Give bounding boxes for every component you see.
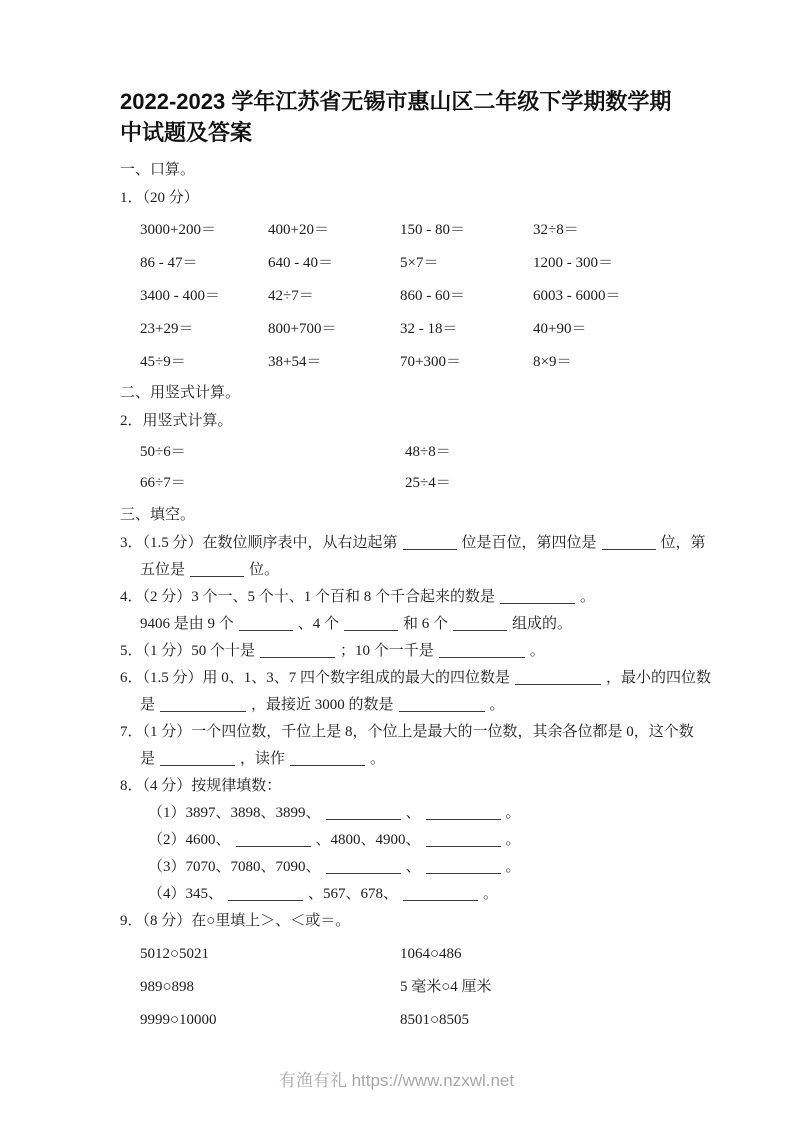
question-text: ，读作 — [240, 751, 286, 767]
question-8-item-4 — [148, 884, 680, 904]
question-text: 五位是 — [140, 562, 186, 578]
comparison-item: 5012○5021 — [140, 946, 210, 962]
oral-calc-item: 32÷8＝ — [533, 222, 579, 238]
answer-blank — [515, 670, 601, 685]
question-1-label: 1．（20 分） — [120, 190, 199, 206]
comparison-item: 9999○10000 — [140, 1012, 217, 1028]
answer-blank — [439, 643, 525, 658]
question-4-line-1 — [120, 587, 680, 607]
question-text: 9406 是由 9 个 — [140, 616, 234, 632]
vertical-calc-item: 66÷7＝ — [140, 475, 186, 491]
question-text: 。 — [505, 859, 521, 875]
oral-calc-item: 42÷7＝ — [268, 288, 314, 304]
question-text: 是 — [140, 751, 156, 767]
question-text: 7．（1 分）一个四位数，千位上是 8，个位上是最大的一位数，其余各位都是 0，这个数 — [120, 724, 694, 740]
answer-blank — [160, 697, 246, 712]
answer-blank — [236, 832, 311, 847]
vertical-calc-item: 50÷6＝ — [140, 444, 186, 460]
oral-calc-item: 800+700＝ — [268, 321, 337, 337]
question-text: 位，第 — [660, 535, 706, 551]
question-text: 组成的。 — [512, 616, 573, 632]
oral-calc-item: 400+20＝ — [268, 222, 329, 238]
answer-blank — [426, 859, 501, 874]
answer-blank — [426, 832, 501, 847]
answer-blank — [228, 886, 303, 901]
question-6-line-2 — [140, 695, 680, 715]
question-5-line — [120, 641, 680, 661]
question-text: 。 — [580, 589, 596, 605]
oral-calc-item: 38+54＝ — [268, 354, 322, 370]
question-2-label: 2．用竖式计算。 — [120, 413, 233, 429]
answer-blank — [160, 751, 235, 766]
comparison-grid — [140, 938, 680, 1037]
question-text: 。 — [505, 805, 521, 821]
oral-calc-grid — [140, 214, 680, 379]
question-text: 9．（8 分）在○里填上＞、＜或＝。 — [120, 913, 351, 929]
question-text: 。 — [489, 697, 505, 713]
question-3-line-2 — [140, 560, 680, 580]
answer-blank — [260, 643, 335, 658]
oral-calc-item: 70+300＝ — [400, 354, 461, 370]
question-text: 。 — [370, 751, 386, 767]
comparison-item: 1064○486 — [400, 946, 462, 962]
question-text: ，最小的四位数 — [606, 670, 712, 686]
oral-calc-item: 40+90＝ — [533, 321, 587, 337]
answer-blank — [326, 859, 401, 874]
question-text: （3）7070、7080、7090、 — [148, 859, 321, 875]
question-text: 、4800、4900、 — [315, 832, 421, 848]
section-fill-blank-heading: 三、填空。 — [120, 507, 196, 523]
question-text: 位是百位，第四位是 — [461, 535, 597, 551]
section-vertical-calc-heading: 二、用竖式计算。 — [120, 385, 241, 401]
question-7-line-1 — [120, 722, 694, 742]
question-text: 位。 — [249, 562, 280, 578]
oral-calc-item: 45÷9＝ — [140, 354, 186, 370]
answer-blank — [239, 616, 293, 631]
question-text: 3．（1.5 分）在数位顺序表中，从右边起第 — [120, 535, 398, 551]
answer-blank — [344, 616, 398, 631]
answer-blank — [602, 535, 656, 550]
oral-calc-item: 6003 - 6000＝ — [533, 288, 621, 304]
question-text: 、 — [405, 805, 421, 821]
question-8-item-2 — [148, 830, 680, 850]
question-text: （2）4600、 — [148, 832, 231, 848]
comparison-item: 5 毫米○4 厘米 — [400, 979, 492, 995]
question-text: 和 6 个 — [403, 616, 449, 632]
question-text: 是 — [140, 697, 156, 713]
answer-blank — [453, 616, 507, 631]
oral-calc-item: 3400 - 400＝ — [140, 288, 220, 304]
vertical-calc-grid — [140, 437, 680, 499]
answer-blank — [190, 562, 244, 577]
question-text: ，最接近 3000 的数是 — [251, 697, 394, 713]
section-oral-calc-heading: 一、口算。 — [120, 162, 196, 178]
question-text: 。 — [529, 643, 545, 659]
question-8-item-1 — [148, 803, 680, 823]
oral-calc-item: 860 - 60＝ — [400, 288, 465, 304]
question-text: （1）3897、3898、3899、 — [148, 805, 321, 821]
answer-blank — [500, 589, 575, 604]
footer-watermark: 有渔有礼 https://www.nzxwl.net — [278, 1071, 515, 1090]
oral-calc-item: 23+29＝ — [140, 321, 194, 337]
answer-blank — [403, 886, 478, 901]
question-4-line-2 — [140, 614, 680, 634]
oral-calc-item: 32 - 18＝ — [400, 321, 458, 337]
answer-blank — [326, 805, 401, 820]
comparison-item: 8501○8505 — [400, 1012, 470, 1028]
oral-calc-item: 150 - 80＝ — [400, 222, 465, 238]
question-text: 、4 个 — [297, 616, 340, 632]
oral-calc-item: 3000+200＝ — [140, 222, 216, 238]
question-9-label — [120, 911, 680, 931]
oral-calc-item: 1200 - 300＝ — [533, 255, 613, 271]
question-text: 、 — [405, 859, 421, 875]
question-text: 。 — [505, 832, 521, 848]
oral-calc-item: 640 - 40＝ — [268, 255, 333, 271]
question-6-line-1 — [120, 668, 712, 688]
vertical-calc-item: 48÷8＝ — [405, 444, 451, 460]
answer-blank — [426, 805, 501, 820]
question-text: ；10 个一千是 — [340, 643, 434, 659]
answer-blank — [403, 535, 457, 550]
question-8-label — [120, 776, 680, 796]
question-text: 8．（4 分）按规律填数： — [120, 778, 282, 794]
answer-blank — [290, 751, 365, 766]
question-3-line-1 — [120, 533, 706, 553]
page-title: 2022-2023 学年江苏省无锡市惠山区二年级下学期数学期中试题及答案 — [120, 89, 672, 145]
oral-calc-item: 5×7＝ — [400, 255, 439, 271]
question-text: 4．（2 分）3 个一、5 个十、1 个百和 8 个千合起来的数是 — [120, 589, 496, 605]
answer-blank — [399, 697, 485, 712]
question-text: 、567、678、 — [308, 886, 399, 902]
question-8-item-3 — [148, 857, 680, 877]
question-text: 5．（1 分）50 个十是 — [120, 643, 256, 659]
question-text: 6．（1.5 分）用 0、1、3、7 四个数字组成的最大的四位数是 — [120, 670, 511, 686]
question-7-line-2 — [140, 749, 680, 769]
question-text: 。 — [483, 886, 499, 902]
comparison-item: 989○898 — [140, 979, 195, 995]
oral-calc-item: 86 - 47＝ — [140, 255, 198, 271]
oral-calc-item: 8×9＝ — [533, 354, 572, 370]
vertical-calc-item: 25÷4＝ — [405, 475, 451, 491]
question-text: （4）345、 — [148, 886, 224, 902]
